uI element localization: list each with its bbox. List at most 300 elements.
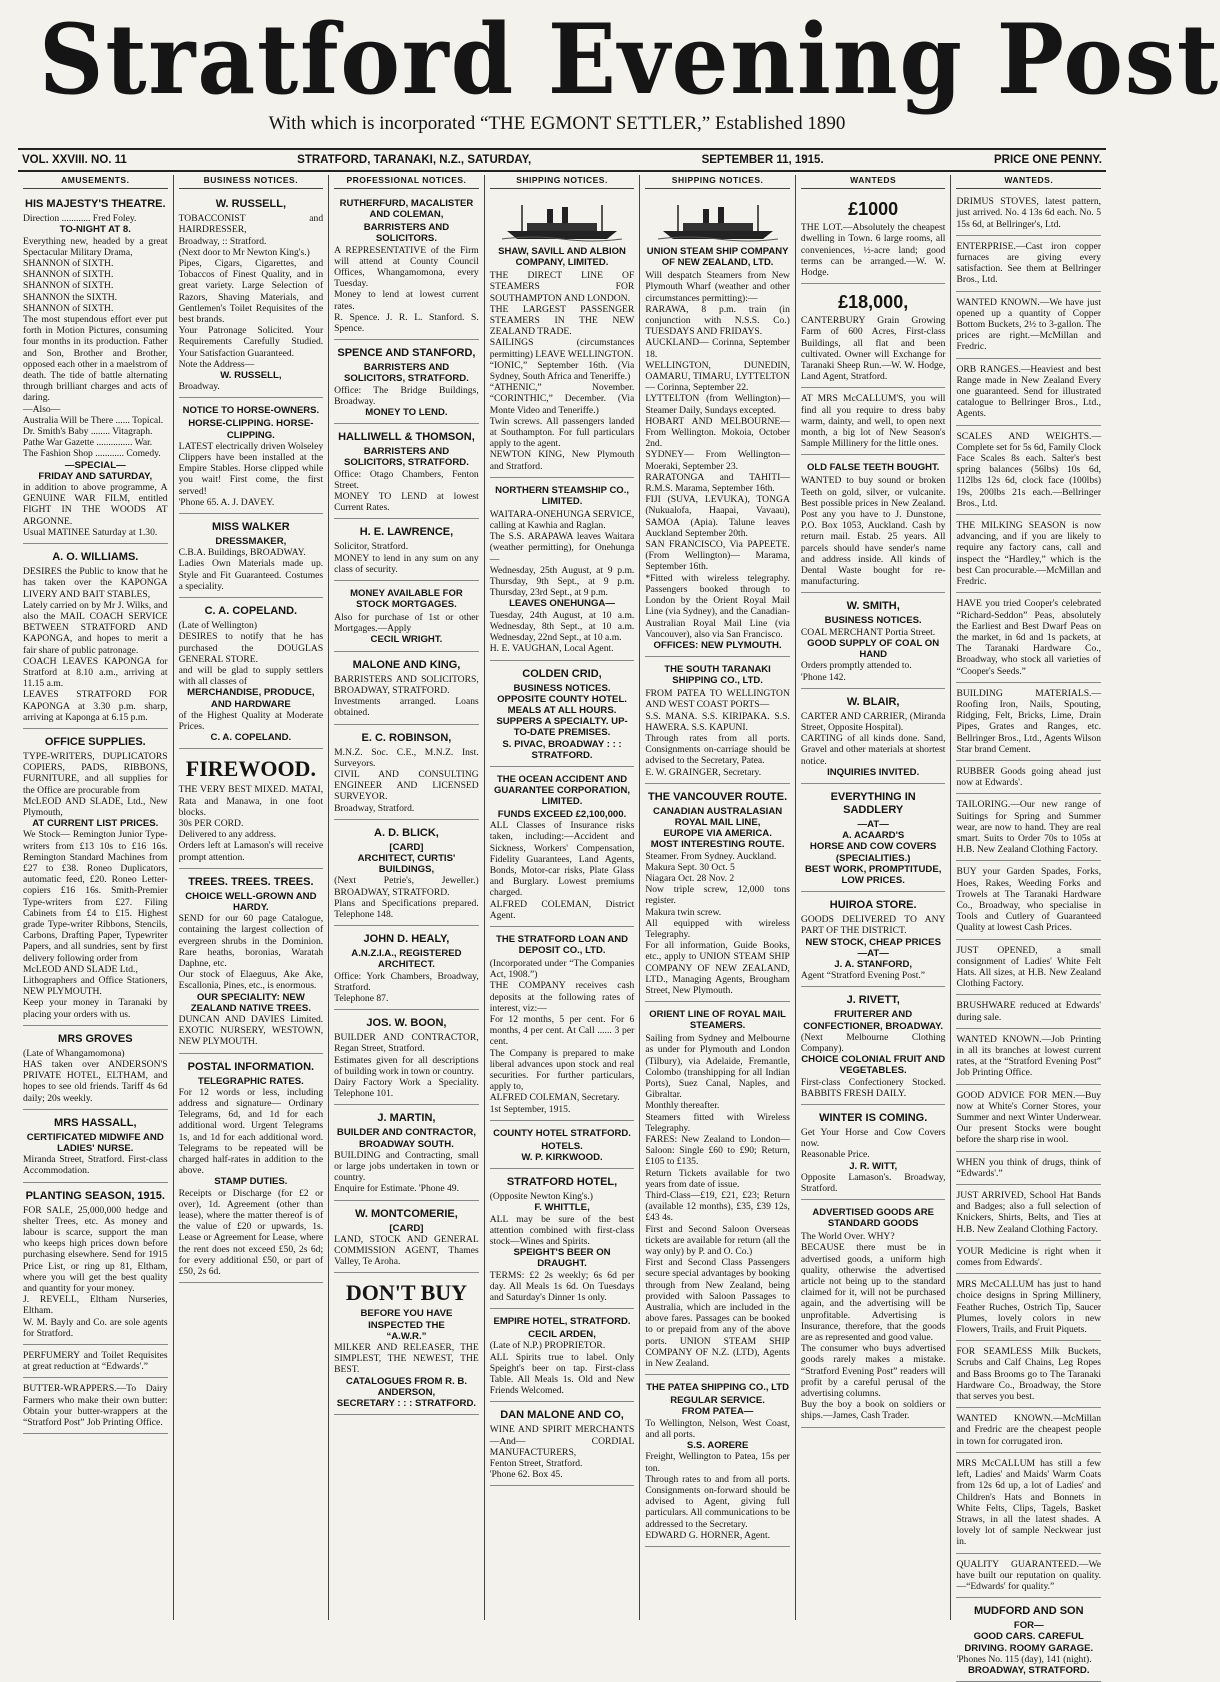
advertisement — [801, 786, 946, 892]
ad-text-line: BUILDING and Contracting, small or large jobs undertaken in town or country. — [334, 1149, 479, 1184]
steamship-illustration-icon — [490, 198, 635, 244]
ad-text-line: Keep your money in Taranaki by placing your orders with us. — [23, 997, 168, 1020]
advertisement — [334, 1275, 479, 1415]
ad-text-line: Third-Class—£19, £21, £23; Return (available 12 months), £35, £39 12s, £43 4s. — [645, 1190, 790, 1224]
advertisement — [334, 654, 479, 725]
ad-text-line: Estimates given for all descriptions of building work in town or country. — [334, 1054, 479, 1077]
advertisement — [23, 546, 168, 729]
ad-title: ORIENT LINE OF ROYAL MAIL STEAMERS. — [649, 1009, 786, 1032]
ad-text-line: Niagara Oct. 28 Nov. 2 — [645, 872, 735, 884]
ad-text-line: JUST OPENED, a small consignment of Ladies' White Felt Hats. All sizes, at H.B. New Zealand Clothing Factory. — [956, 944, 1102, 990]
advertisement — [956, 1276, 1101, 1341]
ad-title: JOHN D. HEALY, — [363, 933, 450, 946]
ad-text-line: Fenton Street, Stratford. — [489, 1458, 583, 1470]
ad-text-line: (Next Petrie's, Jeweller.) BROADWAY, STRATFORD. — [334, 875, 479, 898]
issue-place: STRATFORD, TARANAKI, N.Z., SATURDAY, — [297, 154, 532, 166]
advertisement — [956, 193, 1101, 236]
ad-text-line: Makura Sept. 30 Oct. 5 — [645, 861, 735, 873]
ad-text-line: Agent “Stratford Evening Post.” — [800, 970, 926, 982]
ad-text-line: SHANNON of SIXTH. — [23, 269, 114, 281]
advertisement — [801, 894, 946, 987]
ad-text-line: “ATHENIC,” November. “CORINTHIC,” December. (Via Monte Video and Teneriffe.) — [489, 382, 635, 416]
ad-title: UNION STEAM SHIP COMPANY OF NEW ZEALAND, LTD. — [646, 246, 789, 269]
ad-text-line: ALL may be sure of the best attention combined with first-class stock—Wines and Spirits. — [489, 1213, 635, 1248]
ad-text-line: 'Phone 65. A. J. DAVEY. — [178, 496, 275, 508]
advertisement — [645, 659, 790, 784]
ad-text-line: Sailing from Sydney and Melbourne as under for Plymouth and London (Tilbury), via Adelaide, Fremantle, Colombo (transhipping for all Indian Ports), Suez Canal, Naples, and Gibraltar. — [645, 1033, 790, 1101]
ad-text-line: Buy the boy a book on soldiers or ships.—James, Cash Trader. — [800, 1399, 946, 1422]
advertisement — [956, 997, 1101, 1028]
advertisement — [645, 193, 790, 657]
ad-title: EVERYTHING IN SADDLERY — [830, 790, 916, 816]
ad-text-line: FRUITERER AND CONFECTIONER, BROADWAY. — [803, 1009, 944, 1032]
ad-text-line: 'Phones No. 115 (day), 141 (night). — [956, 1653, 1092, 1665]
advertisement — [956, 685, 1101, 761]
ad-text-line: FRIDAY AND SATURDAY, — [38, 470, 153, 482]
advertisement — [179, 600, 324, 749]
ad-text-line: Orders left at Lamason's will receive prompt attention. — [178, 840, 324, 863]
ad-text-line: Also for purchase of 1st or other Mortgages.—Apply — [334, 612, 479, 635]
ad-text-line: BARRISTERS AND SOLICITORS, STRATFORD. — [343, 446, 469, 469]
ad-text-line: ALL Spirits true to label. Only Speight's beer on tap. First-class Table. All Meals 1s. Old and New Friends Welcomed. — [489, 1351, 635, 1397]
ad-text-line: RUBBER Goods going ahead just now at Edwards'. — [956, 765, 1102, 789]
ad-text-line: BEST WORK, PROMPTITUDE, LOW PRICES. — [804, 863, 942, 886]
ad-text-line: FARES: New Zealand to London— Saloon: Single £60 to £90; Return, £105 to £135. — [645, 1134, 790, 1168]
ad-text-line: FUNDS EXCEED £2,100,000. — [497, 808, 627, 820]
ad-title: MRS GROVES — [58, 1032, 133, 1045]
ad-text-line: BARRISTERS AND SOLICITORS, STRATFORD. — [343, 362, 469, 385]
ad-text-line: AT MRS McCALLUM'S, you will find all you require to dress baby warm, dainty, and well, to open next month, a big lot of New Season's Sample Millinery for the little ones. — [800, 393, 946, 450]
ad-text-line: and will be glad to supply settlers with all classes of — [178, 664, 324, 688]
ad-text-line: GOOD CARS. CAREFUL DRIVING. ROOMY GARAGE. — [964, 1631, 1094, 1654]
news-column — [796, 175, 952, 1620]
ad-text-line: A REPRESENTATIVE of the Firm will attend at County Council Offices, Whangamomona, every Tuesday. — [334, 244, 479, 290]
advertisement — [23, 1380, 168, 1434]
ad-title: J. RIVETT, — [846, 994, 900, 1007]
ad-text-line: J. A. STANFORD, — [834, 958, 913, 970]
ad-text-line: Lately carried on by Mr J. Wilks, and also the MAIL COACH SERVICE BETWEEN STRATFORD AND KAPONGA, and hopes to merit a fair share of public patronage. — [23, 599, 168, 656]
ad-text-line: Will despatch Steamers from New Plymouth Wharf (weather and other circumstances permitting):— — [645, 270, 790, 304]
ad-text-line: “IONIC,” September 16th. (Via Sydney, South Africa and Teneriffe.) — [489, 359, 635, 383]
ad-title: H. E. LAWRENCE, — [359, 526, 454, 539]
ad-text-line: W. P. KIRKWOOD. — [521, 1152, 603, 1163]
ad-text-line: For 12 months, 5 per cent. For 6 months, 4 per cent. At Call ...... 3 per cent. — [489, 1013, 635, 1048]
ad-text-line: BUTTER-WRAPPERS.—To Dairy Farmers who make their own butter: Obtain your butter-wrappers at the “Stratford Post” Job Printing Office. — [23, 1383, 168, 1429]
ad-text-line: Reasonable Price. — [800, 1149, 870, 1161]
ad-text-line: DRESSMAKER, — [215, 536, 287, 548]
ad-text-line: ARCHITECT, CURTIS' BUILDINGS, — [357, 852, 456, 876]
ad-text-line: FOR SALE, 25,000,000 hedge and shelter Trees, etc. As money and labour is scarce, support the man who keeps high prices down before purchasing elsewhere. Send for 1915 Price List, or ring up 81, Eltham, where you will get the best quality and quantity for your money. — [23, 1204, 168, 1295]
issue-date: SEPTEMBER 11, 1915. — [701, 154, 824, 166]
advertisement — [956, 1410, 1101, 1453]
advertisement — [490, 929, 635, 1121]
ad-text-line: TYPE-WRITERS, DUPLICATORS COPIERS, PADS, RIBBONS, FURNITURE, and all supplies for the Office are procurable from — [23, 750, 168, 796]
steamship-illustration-icon — [645, 198, 790, 244]
column-heading: SHIPPING NOTICES. — [645, 175, 790, 189]
ad-title: E. C. ROBINSON, — [361, 731, 452, 744]
ad-text-line: MILKER AND RELEASER, THE SIMPLEST, THE NEWEST, THE BEST. — [334, 1342, 479, 1376]
dateline-bar — [18, 148, 1106, 172]
advertisement — [801, 457, 946, 593]
ad-text-line: THE MILKING SEASON is now advancing, and if you are likely to require any factory cans, call and inspect the “Hardley,” which is the best Can procurable.—McMillan and Fredric. — [956, 520, 1102, 588]
ad-text-line: (Late of Whangamomona) — [23, 1047, 125, 1059]
advertisement — [956, 1154, 1101, 1185]
advertisement — [956, 238, 1101, 292]
ad-text-line: ALL Classes of Insurance risks taken, including:—Accident and Sickness, Workers' Compensation, Fidelity Guarantees, Land Agents, Bonds, Motor-car risks, Plate Glass and Burglary. Lowest premiums charged. — [489, 820, 635, 899]
ad-text-line: F. WHITTLE, — [534, 1202, 590, 1214]
ad-text-line: Miranda Street, Stratford. First-class Accommodation. — [23, 1154, 168, 1177]
ad-text-line: Through rates from all ports. Consignments on-carriage should be advised to the Secretary, Patea. — [645, 732, 790, 767]
ad-text-line: AUCKLAND— Corinna, September 18. — [645, 337, 790, 360]
ad-title: THE PATEA SHIPPING CO., LTD — [646, 1382, 789, 1394]
ad-text-line: First and Second Saloon Overseas tickets are available for return (all the way only) by P. and O. Co.) — [645, 1223, 790, 1258]
advertisement — [956, 796, 1101, 861]
advertisement — [956, 1087, 1101, 1152]
ad-text-line: To Wellington, Nelson, West Coast, and all ports. — [645, 1417, 790, 1440]
ad-text-line: WANTED to buy sound or broken Teeth on gold, silver, or vulcanite. Best possible prices in New Zealand. Post any you have to J. Dunstone, P.O. Box 1053, Auckland. Cash by return mail. Estab. 25 years. All parcels should have sender's name and address inside. All kinds of Dental Waste bought for re-manufacturing. — [800, 475, 946, 588]
ad-text-line: S. PIVAC, BROADWAY : : : STRATFORD. — [502, 738, 622, 761]
advertisement — [23, 193, 168, 544]
advertisement — [956, 361, 1101, 426]
ad-text-line: WINE AND SPIRIT MERCHANTS —And— CORDIAL MANUFACTURERS, — [489, 1424, 635, 1458]
newspaper-title: Stratford Evening Post — [38, 3, 1220, 116]
ad-text-line: J. R. WITT, — [849, 1160, 898, 1172]
ad-text-line: JUST ARRIVED, School Hat Bands and Badges; also a full selection of Knickers, Shirts, Belts, and Ties at H.B. New Zealand Clothing Factory. — [956, 1190, 1102, 1235]
ad-text-line: Ladies Own Materials made up. Style and Fit Guaranteed. Costumes a speciality. — [178, 558, 324, 592]
ad-text-line: First-class Confectionery Stocked. BABBITS FRESH DAILY. — [800, 1076, 946, 1099]
ad-title: COUNTY HOTEL STRATFORD. — [493, 1127, 631, 1139]
advertisement — [490, 1123, 635, 1169]
ad-title: C. A. COPELAND. — [204, 605, 298, 618]
ad-text-line: CANADIAN AUSTRALASIAN ROYAL MAIL LINE, — [653, 805, 783, 828]
ad-text-line: OPPOSITE COUNTY HOTEL. — [497, 693, 627, 705]
ad-text-line: OFFICES: NEW PLYMOUTH. — [653, 639, 782, 651]
column-heading: BUSINESS NOTICES. — [179, 175, 324, 189]
ad-title: A. O. WILLIAMS. — [52, 551, 139, 564]
ad-text-line: DESIRES to notify that he has purchased the DOUGLAS GENERAL STORE. — [178, 631, 324, 665]
ad-text-line: Broadway. — [178, 381, 220, 393]
ad-text-line: GOOD ADVICE FOR MEN.—Buy now at White's Corner Stores, your Summer and next Winter Underwear. Our present Stocks were bought before the sharp rise in wool. — [956, 1089, 1102, 1146]
ad-text-line: Investments arranged. Loans obtained. — [334, 696, 479, 719]
advertisement — [334, 727, 479, 820]
ad-title: STRATFORD HOTEL, — [506, 1176, 618, 1189]
ad-title: £18,000, — [838, 292, 909, 313]
ad-text-line: LYTTELTON (from Wellington)— Steamer Daily, Sundays excepted. — [645, 393, 790, 416]
ad-text-line: The most stupendous effort ever put forth in Motion Pictures, consuming four months in its production. Father and Son, Brother and Brother, opposed each other in a maelstrom of death. The tide of battle alternating through brilliant charges and acts of daring. — [23, 314, 168, 404]
ad-text-line: GOOD SUPPLY OF COAL ON HAND — [807, 637, 940, 661]
ad-title: THE VANCOUVER ROUTE. — [648, 790, 788, 803]
ad-text-line: Solicitor, Stratford. — [334, 541, 409, 553]
ad-text-line: CARTING of all kinds done. Sand, Gravel and other materials at shortest notice. — [800, 733, 946, 767]
advertisement — [179, 871, 324, 1054]
ad-title: WINTER IS COMING. — [819, 1111, 928, 1124]
ad-text-line: FROM PATEA— — [681, 1406, 754, 1418]
ad-text-line: CANTERBURY Grain Growing Farm of 600 Acres, First-class Buildings, all flat and been cultivated. Owner will Exchange for Taranaki Sheep Run.—W. W. Hodge, Land Agent, Stratford. — [800, 315, 946, 383]
issue-price: PRICE ONE PENNY. — [994, 154, 1102, 166]
ad-text-line: REGULAR SERVICE. — [670, 1395, 765, 1407]
advertisement — [645, 786, 790, 1002]
ad-text-line: YOUR Medicine is right when it comes from Edwards'. — [956, 1245, 1102, 1269]
ad-text-line: ENTERPRISE.—Cast iron copper furnaces are giving every satisfaction. See them at Bellringer Bros., Ltd. — [956, 240, 1102, 286]
news-column — [329, 175, 485, 1620]
ad-text-line: BEFORE YOU HAVE INSPECTED THE — [360, 1308, 453, 1331]
ad-text-line: QUALITY GUARANTEED.—We have built our reputation on quality.—“Edwards' for quality.” — [956, 1558, 1102, 1592]
ad-title: OLD FALSE TEETH BOUGHT. — [806, 462, 940, 474]
ad-text-line: MEALS AT ALL HOURS. — [507, 704, 617, 716]
ad-text-line: SAN FRANCISCO, Via PAPEETE. (From Wellington)— Marama, September 16th. — [645, 539, 790, 573]
advertisement — [179, 751, 324, 868]
ad-text-line: BUILDER AND CONTRACTOR, Regan Street, Stratford. — [334, 1032, 479, 1055]
ad-text-line: BARRISTERS AND SOLICITORS. — [363, 222, 450, 245]
ad-text-line: W. M. Bayly and Co. are sole agents for Stratford. — [23, 1316, 168, 1339]
advertisement — [801, 390, 946, 455]
ad-title: W. SMITH, — [846, 600, 900, 613]
news-column — [640, 175, 796, 1620]
advertisement — [334, 1107, 479, 1200]
ad-title: RUTHERFURD, MACALISTER AND COLEMAN, — [339, 198, 474, 221]
ad-text-line: Direction ............ Fred Foley. — [23, 213, 137, 225]
advertisement — [23, 1028, 168, 1110]
ad-text-line: BUILDING MATERIALS.—Roofing Iron, Nails, Spouting, Ridging, Felt, Bricks, Lime, Drain Pipes, Grates and Ranges, etc. Bellringer Bros., Ltd., Agents Wilson Star brand Cement. — [956, 687, 1102, 755]
advertisement — [334, 1203, 479, 1274]
ad-text-line: 'Phone 142. — [800, 671, 846, 683]
advertisement — [334, 193, 479, 340]
ad-title: FIREWOOD. — [185, 756, 316, 782]
ad-title: NORTHERN STEAMSHIP CO., LIMITED. — [495, 484, 629, 507]
ad-title: ADVERTISED GOODS ARE STANDARD GOODS — [812, 1207, 934, 1230]
advertisement — [334, 521, 479, 581]
ad-text-line: 1st September, 1915. — [489, 1103, 571, 1115]
advertisement — [956, 1243, 1101, 1274]
ad-text-line: Receipts or Discharge (for £2 or over), 1d. Agreement (other than lease), where the matter thereof is of the value of £20 or upwards, 1s. Lease or Agreement for Lease, where the rent does not exceed £50, 2s 6d; for every additional £50, or part of £50, 2s 6d. — [178, 1187, 324, 1278]
ad-text-line: Office: York Chambers, Broadway, Stratford. — [334, 970, 479, 993]
ad-text-line: LEAVES STRATFORD FOR KAPONGA at 3.30 p.m. sharp, arriving at Kaponga at 6.15 p.m. — [23, 689, 168, 723]
ad-text-line: Freight, Wellington to Patea, 15s per ton. — [645, 1451, 790, 1474]
advertisement — [956, 1600, 1101, 1682]
ad-title: TREES. TREES. TREES. — [188, 875, 314, 888]
ad-text-line: MRS McCALLUM has still a few left, Ladies' and Maids' Warm Coats from 12s 6d up, a lot of Ladies' and Children's Hats and Bonnets in White Felts, Clips, Tagels, Basket Straws, in all the latest shades. A lovely lot of sample Neckwear just in. — [956, 1457, 1102, 1548]
ad-text-line: —AT— — [857, 818, 889, 830]
ad-text-line: OUR SPECIALITY: NEW ZEALAND NATIVE TREES. — [190, 991, 312, 1014]
ad-text-line: BUILDER AND CONTRACTOR, BROADWAY SOUTH. — [336, 1127, 476, 1150]
ad-text-line: 30s PER CORD. — [178, 817, 244, 829]
ad-text-line: SAILINGS (circumstances permitting) LEAVE WELLINGTON. — [489, 337, 635, 360]
ad-text-line: THE LARGEST PASSENGER STEAMERS IN THE NEW ZEALAND TRADE. — [489, 303, 635, 338]
ad-text-line: MOST INTERESTING ROUTE. — [650, 839, 785, 851]
ad-title: MALONE AND KING, — [352, 658, 461, 671]
ad-text-line: BUSINESS NOTICES. — [824, 615, 922, 627]
ad-text-line: Pathe War Gazette ............... War. — [23, 437, 153, 449]
advertisement — [334, 928, 479, 1010]
ad-text-line: Tuesday, 24th August, at 10 a.m. Wednesday, 8th Sept., at 10 a.m. Wednesday, 22nd Sept., at 10 a.m. — [489, 609, 635, 644]
masthead — [0, 0, 1220, 150]
ad-text-line: GOODS DELIVERED TO ANY PART OF THE DISTRICT. — [800, 914, 946, 937]
ad-title: THE SOUTH TARANAKI SHIPPING CO., LTD. — [664, 664, 771, 687]
advertisement — [956, 1187, 1101, 1241]
ad-text-line: COACH LEAVES KAPONGA for Stratford at 8.10 a.m., arriving at 11.15 a.m. — [23, 655, 168, 690]
ad-text-line: BUY your Garden Spades, Forks, Hoes, Rakes, Weeding Forks and Trowels at The Taranaki Hardware Co., Broadway, who specialise in Tools and Cutlery of Guaranteed Quality at lowest Cash Prices. — [956, 866, 1102, 934]
ad-text-line: SHANNON the SIXTH. — [23, 291, 118, 303]
ad-text-line: (Incorporated under “The Companies Act, 1908.”) — [489, 957, 635, 981]
ad-text-line: —Also— — [23, 403, 61, 415]
advertisement — [956, 863, 1101, 939]
ad-text-line: CECIL WRIGHT. — [370, 634, 443, 646]
ad-text-line: DESIRES the Public to know that he has taken over the KAPONGA LIVERY AND BAIT STABLES, — [23, 566, 168, 600]
ad-text-line: PERFUMERY and Toilet Requisites at great reduction at “Edwards'.” — [23, 1350, 168, 1373]
advertisement — [490, 480, 635, 661]
advertisement — [956, 763, 1101, 794]
ad-text-line: MONEY TO LEND. — [365, 407, 448, 419]
ad-text-line: HORSE AND COW COVERS (SPECIALITIES.) — [809, 841, 937, 864]
ad-text-line: Lithographers and Office Stationers, NEW PLYMOUTH. — [23, 975, 168, 998]
ad-text-line: Note the Address— — [178, 358, 255, 370]
ad-text-line: For all information, Guide Books, etc., apply to UNION STEAM SHIP COMPANY OF NEW ZEALAND, LTD., Managing Agents, Brougham Street, New Plymouth. — [645, 940, 790, 996]
ad-title: COLDEN CRID, — [522, 667, 602, 680]
ad-title: DAN MALONE AND CO, — [500, 1409, 624, 1422]
ad-text-line: SHANNON of SIXTH. — [23, 258, 114, 270]
advertisement — [334, 342, 479, 424]
columns-container — [18, 175, 1106, 1676]
ad-text-line: Enquire for Estimate. 'Phone 49. — [334, 1183, 459, 1195]
ad-text-line: Broadway, :: Stratford. — [178, 235, 267, 247]
ad-text-line: of the Highest Quality at Moderate Prices. — [178, 709, 324, 732]
ad-title: SPENCE AND STANFORD, — [337, 347, 476, 360]
ad-title: THE STRATFORD LOAN AND DEPOSIT CO., LTD. — [496, 933, 628, 956]
news-column — [174, 175, 330, 1620]
ad-text-line: The consumer who buys advertised goods rarely makes a mistake. “Stratford Evening Post” readers will profit by a careful perusal of the advertising columns. — [800, 1343, 946, 1400]
ad-title: W. MONTCOMERIE, — [355, 1207, 458, 1220]
ad-text-line: Pipes, Cigars, Cigarettes, and Tobaccos of Finest Quality, and in great variety. Large Selection of Razors, Shaving Materials, and Gentlemen's Toilet Requisites of the best brands. — [178, 258, 324, 326]
ad-text-line: CHOICE WELL-GROWN AND HARDY. — [185, 890, 317, 913]
advertisement — [956, 595, 1101, 682]
advertisement — [334, 583, 479, 652]
advertisement — [956, 1343, 1101, 1408]
ad-text-line: *Fitted with wireless telegraphy. Passengers booked through to London by the Orient Royal Mail Line (via Sydney), and the Canadian-Australian Royal Mail Line (via Vancouver), also via San Francisco. — [645, 572, 790, 640]
ad-text-line: M.N.Z. Soc. C.E., M.N.Z. Inst. Surveyors. — [334, 746, 479, 769]
ad-text-line: MRS McCALLUM has just to hand choice designs in Spring Millinery, Feather Ruches, Ostrich Tip, Saucer Plumes, lovely colors in new Flowers, Trails, and Fruit Piquets. — [956, 1279, 1102, 1336]
advertisement — [23, 1112, 168, 1183]
advertisement — [23, 1347, 168, 1378]
ad-text-line: ORB RANGES.—Heaviest and best Range made in New Zealand Every one guaranteed. Send for illustrated catalogue to Bellringer Bros., Ltd., Agents. — [956, 363, 1102, 420]
advertisement — [645, 1377, 790, 1547]
advertisement — [490, 1311, 635, 1402]
news-column — [18, 175, 174, 1620]
ad-text-line: AT CURRENT LIST PRICES. — [32, 818, 159, 830]
ad-text-line: MONEY TO LEND at lowest Current Rates. — [334, 491, 479, 514]
ad-text-line: TOBACCONIST and HAIRDRESSER, — [178, 213, 324, 236]
ad-text-line: Orders promptly attended to. — [800, 660, 912, 672]
ad-title: MRS HASSALL, — [54, 1116, 137, 1129]
ad-title: POSTAL INFORMATION. — [187, 1060, 315, 1073]
volume-number: VOL. XXVIII. NO. 11 — [22, 154, 127, 166]
ad-text-line: Everything new, headed by a great Spectacular Military Drama, — [23, 235, 168, 258]
column-heading: WANTEDS. — [956, 175, 1101, 189]
column-heading: AMUSEMENTS. — [23, 175, 168, 189]
ad-text-line: (Late of Wellington) — [178, 620, 258, 632]
ad-text-line: WELLINGTON, DUNEDIN, OAMARU, TIMARU, LYTTELTON— Corinna, September 22. — [645, 359, 790, 394]
ad-text-line: ALFRED COLEMAN, District Agent. — [489, 898, 635, 921]
column-heading: WANTEDS — [801, 175, 946, 189]
ad-text-line: SPEIGHT'S BEER ON DRAUGHT. — [513, 1247, 611, 1270]
ad-title: W. RUSSELL, — [215, 198, 286, 211]
advertisement — [179, 1056, 324, 1284]
ad-text-line: SYDNEY— From Wellington—Moeraki, September 23. — [645, 449, 790, 472]
newspaper-subtitle: With which is incorporated “THE EGMONT SETTLER,” Established 1890 — [268, 113, 846, 134]
ad-text-line: Get Your Horse and Cow Covers now. — [800, 1126, 946, 1150]
ad-text-line: HOBART AND MELBOURNE—From Wellington. Mokoia, October 2nd. — [645, 415, 790, 450]
ad-text-line: MERCHANDISE, PRODUCE, AND HARDWARE — [187, 687, 315, 710]
ad-text-line: FOR SEAMLESS Milk Buckets, Scrubs and Calf Chains, Leg Ropes and Bass Brooms go to The Taranaki Hardware Co., Broadway, the Store that serves you best. — [956, 1346, 1102, 1403]
ad-text-line: A.N.Z.I.A., REGISTERED ARCHITECT. — [351, 948, 462, 971]
ad-text-line: —AT— — [857, 947, 889, 959]
ad-text-line: HAVE you tried Cooper's celebrated “Richard-Seddon” Peas, absolutely the Earliest and Best Dwarf Peas on the market, in 6d and 1s packets, at The Taranaki Hardware Co., Broadway, who stock all varieties of “Cooper's Seeds.” — [956, 598, 1102, 677]
ad-text-line: CERTIFICATED MIDWIFE AND LADIES' NURSE. — [26, 1131, 164, 1155]
ad-title: W. BLAIR, — [846, 695, 900, 708]
advertisement — [801, 989, 946, 1105]
ad-text-line: THE LOT.—Absolutely the cheapest dwelling in Town. 6 large rooms, all conveniences, ½-acre land; good terms can be arranged.—W. W. Hodge. — [800, 222, 946, 279]
ad-text-line: Our stock of Elaeguus, Ake Ake, Escallonia, Pines, etc., is enormous. — [178, 969, 324, 992]
advertisement — [334, 1012, 479, 1105]
advertisement — [179, 193, 324, 398]
ad-text-line: THE COMPANY receives cash deposits at the following rates of interest, viz:— — [489, 980, 635, 1014]
ad-text-line: Return Tickets available for two years from date of issue. — [645, 1167, 790, 1190]
ad-text-line: TERMS: £2 2s weekly; 6s 6d per day. All Meals 1s 6d. On Tuesdays and Saturday's Dinner 1s only. — [489, 1269, 635, 1304]
ad-text-line: FIJI (SUVA, LEVUKA), TONGA (Nukualofa, Haapai, Vavaau), SAMOA (Apia). Talune leaves Auckland September 20th. — [645, 494, 790, 539]
ad-text-line: S.S. MANA. S.S. KIRIPAKA. S.S. HAWERA. S.S. KAPUNI. — [645, 710, 790, 733]
ad-text-line: All equipped with wireless Telegraphy. — [645, 917, 790, 940]
ad-text-line: TO-NIGHT AT 8. — [59, 224, 131, 236]
ad-text-line: SHANNON of SIXTH. — [23, 302, 114, 314]
ad-text-line: The World Over. WHY? — [800, 1231, 895, 1243]
ad-text-line: The Fashion Shop ............ Comedy. — [23, 448, 161, 460]
ad-title: NOTICE TO HORSE-OWNERS. — [182, 405, 320, 417]
advertisement — [490, 663, 635, 767]
ad-text-line: TAILORING.—Our new range of Suitings for Spring and Summer wear, are now to hand. They are real smart. Suits to Order 70s to 105s at H.B. New Zealand Clothing Factory. — [956, 799, 1102, 856]
news-column — [951, 175, 1106, 1676]
advertisement — [956, 517, 1101, 593]
ad-text-line: Twin screws. All passengers landed at Southampton. For full particulars apply to the agent. — [489, 415, 635, 450]
ad-text-line: WAITARA-ONEHUNGA SERVICE, calling at Kawhia and Raglan. — [489, 508, 635, 532]
ad-text-line: Telephone 87. — [334, 992, 389, 1004]
ad-text-line: INQUIRIES INVITED. — [827, 766, 920, 778]
ad-text-line: BECAUSE there must be in advertised goods, a uniform high quality, otherwise the advertised article not being up to the standard claimed for it, will not be purchased again, and the advertising will be unprofitable. Advertising is Insurance, therefore, that the goods are as represented and good value. — [800, 1242, 946, 1344]
advertisement — [956, 294, 1101, 359]
advertisement — [956, 942, 1101, 996]
ad-text-line: Makura twin screw. — [645, 906, 722, 918]
ad-title: EMPIRE HOTEL, STRATFORD. — [493, 1316, 631, 1328]
ad-text-line: Money to lend at lowest current rates. — [334, 289, 479, 312]
ad-text-line: Wednesday, 25th August, at 9 p.m. Thursday, 9th Sept., at 9 p.m. Thursday, 23rd Sept., at 9 p.m. — [489, 564, 635, 599]
ad-text-line: C.B.A. Buildings, BROADWAY. — [178, 547, 306, 559]
ad-text-line: SECRETARY : : : STRATFORD. — [336, 1398, 477, 1410]
ad-text-line: WANTED KNOWN.—Job Printing in all its branches at lowest current rates, at the “Stratford Evening Post” Job Printing Office. — [956, 1033, 1102, 1079]
ad-text-line: WANTED KNOWN.—We have just opened up a quantity of Copper Bottom Buckets, 2½ to 3-gallon. The prices are right.—McMillan and Fredric. — [956, 296, 1102, 353]
ad-text-line: (Late of N.P.) PROPRIETOR. — [489, 1340, 606, 1352]
ad-text-line: BRUSHWARE reduced at Edwards' during sale. — [956, 1000, 1102, 1023]
advertisement — [179, 516, 324, 598]
ad-text-line: FROM PATEA TO WELLINGTON AND WEST COAST PORTS— — [645, 688, 790, 711]
ad-text-line: BARRISTERS AND SOLICITORS, BROADWAY, STRATFORD. — [334, 673, 479, 696]
ad-text-line: CATALOGUES FROM R. B. ANDERSON, — [345, 1375, 468, 1398]
ad-text-line: A. ACAARD'S — [842, 830, 905, 842]
ad-text-line: LEAVES ONEHUNGA— — [509, 598, 615, 610]
ad-text-line: Plans and Specifications prepared. Telephone 148. — [334, 897, 479, 920]
ad-text-line: ALFRED COLEMAN, Secretary. — [489, 1092, 620, 1104]
ad-text-line: (Opposite Newton King's.) — [489, 1191, 593, 1203]
ad-text-line: NEW STOCK, CHEAP PRICES — [805, 936, 941, 948]
ad-text-line: COAL MERCHANT Portia Street. — [800, 626, 936, 638]
ad-text-line: Office: The Bridge Buildings, Broadway. — [334, 384, 479, 407]
